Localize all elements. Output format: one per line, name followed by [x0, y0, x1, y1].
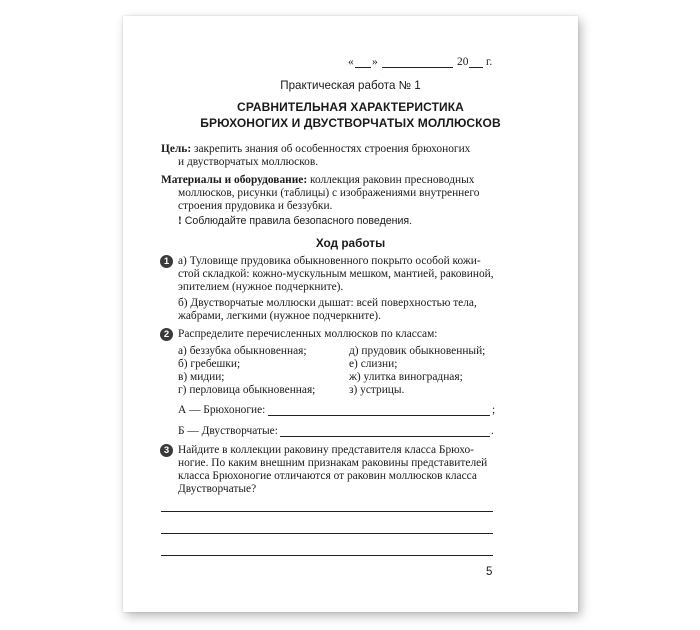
task2-item-left: г) перловица обыкновенная;	[178, 384, 316, 396]
answer-gastropods-label: А — Брюхоногие:	[178, 404, 266, 416]
answer-line[interactable]	[161, 511, 493, 512]
task1-a-line3: эпителием (нужное подчеркните).	[178, 281, 344, 293]
safety-note	[178, 214, 412, 228]
task2-item-left: а) беззубка обыкновенная;	[178, 345, 307, 357]
answer-bivalves-line[interactable]	[280, 436, 490, 437]
task1-a-line2: стой складкой: кожно-мускульным мешком, мантией, раковиной,	[178, 268, 494, 280]
task2-item-right: з) устрицы.	[349, 384, 405, 396]
worksheet-page	[123, 16, 578, 612]
answer-bivalves-end: .	[491, 425, 494, 437]
answer-gastropods-line[interactable]	[268, 415, 490, 416]
date-year-suffix: г.	[486, 56, 493, 68]
date-open-quote: «	[348, 56, 354, 68]
task-number-1: 1	[160, 255, 173, 268]
task2-item-right: д) прудовик обыкновенный;	[349, 345, 486, 357]
main-title-line2: БРЮХОНОГИХ И ДВУСТВОРЧАТЫХ МОЛЛЮСКОВ	[200, 116, 501, 130]
practical-work-title: Практическая работа № 1	[280, 79, 421, 92]
warning-icon: !	[178, 215, 182, 227]
answer-line[interactable]	[161, 555, 493, 556]
materials-line2: моллюсков, рисунки (таблицы) с изображениями внутреннего	[178, 187, 480, 199]
date-year-prefix: 20	[457, 56, 469, 68]
task1-b-line1: б) Двустворчатые моллюски дышат: всей поверхностью тела,	[178, 297, 477, 309]
goal-line2: и двустворчатых моллюсков.	[178, 156, 319, 168]
task1-b-line2: жабрами, легкими (нужное подчеркните).	[178, 310, 381, 322]
safety-text: Соблюдайте правила безопасного поведения.	[181, 215, 413, 227]
materials-text: коллекция раковин пресноводных	[307, 174, 475, 186]
progress-title: Ход работы	[315, 236, 386, 250]
goal-line1	[161, 142, 470, 156]
task-number-2: 2	[160, 328, 173, 341]
task3-line3: класса Брюхоногие отличаются от раковин моллюсков класса	[178, 470, 477, 482]
materials-label: Материалы и оборудование:	[161, 174, 308, 186]
answer-line[interactable]	[161, 533, 493, 534]
page-number: 5	[486, 566, 493, 578]
task2-item-right: ж) улитка виноградная;	[349, 371, 463, 383]
date-month-blank	[382, 67, 453, 68]
date-year-blank	[469, 67, 483, 68]
answer-bivalves-label: Б — Двустворчатые:	[178, 425, 278, 437]
date-day-blank	[355, 67, 371, 68]
task3-line2: ногие. По каким внешним признакам раковины представителей	[178, 457, 488, 469]
task1-a-line1: а) Туловище прудовика обыкновенного покрыто особой кожи-	[178, 255, 481, 267]
date-close-quote: »	[372, 56, 378, 68]
task-number-3: 3	[160, 444, 173, 457]
main-title-line1: СРАВНИТЕЛЬНАЯ ХАРАКТЕРИСТИКА	[237, 100, 464, 114]
goal-label: Цель:	[161, 143, 192, 155]
materials-line3: строения прудовика и беззубки.	[178, 200, 333, 212]
materials-line1	[161, 173, 474, 187]
goal-text: закрепить знания об особенностях строения брюхоногих	[191, 143, 471, 155]
task2-item-right: е) слизни;	[349, 358, 398, 370]
task3-line4: Двустворчатые?	[178, 483, 257, 495]
task2-item-left: б) гребешки;	[178, 358, 241, 370]
task2-item-left: в) мидии;	[178, 371, 225, 383]
answer-gastropods-end: ;	[492, 404, 496, 416]
task2-prompt: Распределите перечисленных моллюсков по классам:	[178, 328, 438, 340]
task3-line1: Найдите в коллекции раковину представителя класса Брюхо-	[178, 444, 474, 456]
